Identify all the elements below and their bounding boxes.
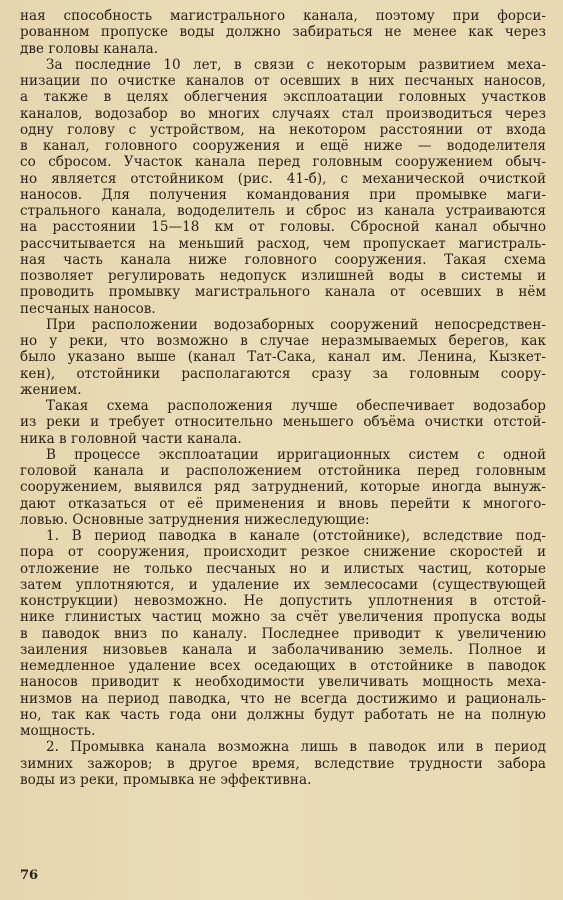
text-line: конструкции) невозможно. Не допустить уплотнения в отстой- [20,593,546,609]
text-line: рассчитывается на меньший расход, чем пропускает магистраль- [20,235,546,252]
text-line: В процессе эксплоатации ирригационных систем с одной [46,446,546,463]
text-line: но, так как часть года они должны будут работать не на полную [20,706,546,723]
text-line: ловью. Основные затруднения нижеследующие: [20,511,370,528]
text-line: было указано выше (канал Тат-Сака, канал им. Ленина, Кызкет- [20,349,546,366]
text-line: зимних зажоров; в другое время, вследствие трудности забора [20,755,546,772]
text-line: мощность. [20,723,96,739]
text-line: дают отказаться от её применения и вновь перейти к многого- [20,495,546,512]
text-line: в канал, головного сооружения и ещё ниже — вододелителя [20,138,546,154]
text-line: наносов. Для получения командования при промывке маги- [20,186,546,203]
text-line: одну голову с устройством, на некотором расстоянии от входа [20,121,546,138]
text-line: затем уплотняются, и удаление их землесосами (существующей [20,576,546,593]
text-line: головой канала и расположением отстойника перед головным [20,463,546,479]
text-line: 2. Промывка канала возможна лишь в паводок или в период [46,739,546,756]
body-text [20,8,546,788]
text-line: низмов на период паводка, что не всегда достижимо и рациональ- [20,690,546,707]
text-line: жением. [20,381,82,398]
text-line: отложение не только песчаных но и илистых частиц, которые [20,560,546,577]
text-line: За последние 10 лет, в связи с некоторым развитием меха- [46,56,546,73]
text-line: низации по очистке каналов от осевших в них песчаных наносов, [20,73,546,89]
text-line: из реки и требует относительно меньшего объёма очистки отстой- [20,414,546,431]
text-line: песчаных наносов. [20,300,156,317]
text-line: а также в целях облегчения эксплоатации головных участков [20,89,546,106]
text-line: но является отстойником (рис. 41-б), с механической очисткой [20,170,546,187]
text-line: каналов, водозабор во многих случаях стал производиться через [20,105,546,122]
text-line: ная часть канала ниже головного сооружения. Такая схема [20,251,546,268]
page-number: 76 [20,868,39,883]
text-line: со сбросом. Участок канала перед головным сооружением обыч- [20,154,546,171]
text-line: Такая схема расположения лучше обеспечивает водозабор [46,398,546,414]
text-line: две головы канала. [20,40,159,57]
text-line: позволяет регулировать недопуск излишней воды в системы и [20,268,546,284]
text-line: ная способность магистрального канала, поэтому при форси- [20,8,546,24]
text-line: но у реки, что возможно в случае неразмываемых берегов, как [20,333,546,349]
text-line: немедленное удаление всех оседающих в отстойнике в паводок [20,658,546,674]
text-line: наносов приводит к необходимости увеличивать мощность меха- [20,674,546,691]
text-line: рованном пропуске воды должно забираться не менее как через [20,24,546,41]
text-line: в паводок вниз по каналу. Последнее приводит к увеличению [20,625,546,642]
text-line: ника в головной части канала. [20,430,242,447]
text-line: кен), отстойники располагаются сразу за головным соору- [20,365,546,382]
text-line: на расстоянии 15—18 км от головы. Сбросной канал обычно [20,219,546,236]
text-line: пора от сооружения, происходит резкое снижение скоростей и [20,544,546,561]
text-line: заиления низовьев канала и заболачиванию земель. Полное и [20,641,546,658]
text-line: воды из реки, промывка не эффективна. [20,771,312,788]
text-line: При расположении водозаборных сооружений непосредствен- [46,316,546,333]
text-line: сооружением, выявился ряд затруднений, которые иногда вынуж- [20,479,546,496]
text-line: стрального канала, вододелитель и сброс из канала устраиваются [20,203,546,219]
text-line: 1. В период паводка в канале (отстойнике), вследствие под- [46,528,546,544]
text-line: проводить промывку магистрального канала от осевших в нём [20,284,546,301]
text-line: нике глинистых частиц можно за счёт увеличения пропуска воды [20,609,546,626]
